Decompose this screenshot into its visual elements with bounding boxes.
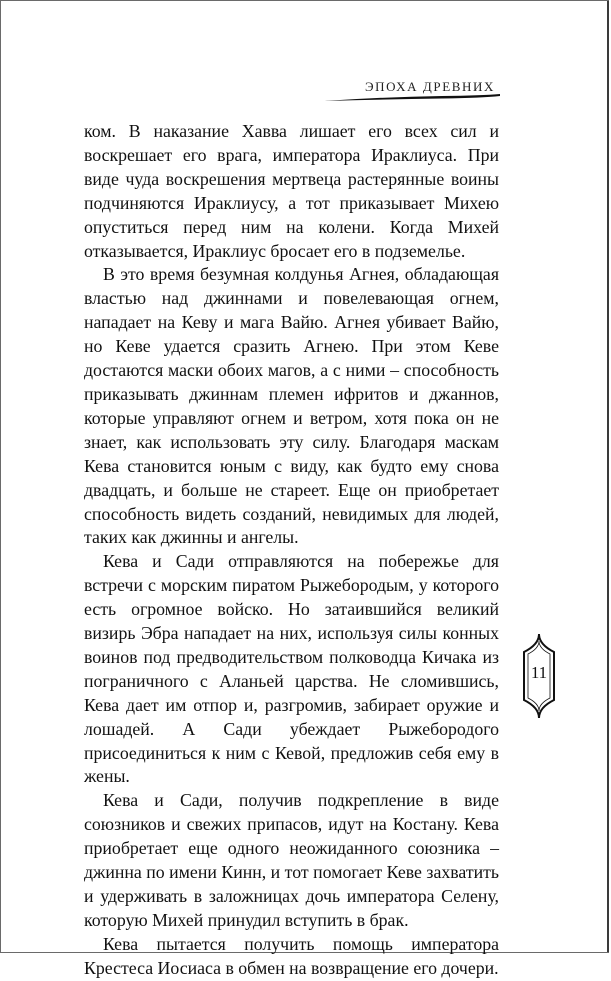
paragraph: Кева и Сади отправляются на побережье для встречи с морским пиратом Рыжебородым, у которого есть огромное войско. Но затаившийся великий визирь Эбра нападает на них, используя силы конных воинов под предводительством полководца Кичака из пограничного с Аланьей царства. Не сломившись, Кева дает им отпор и, разгромив, забирает оружие и лошадей. А Сади убеждает Рыжебородого присоединиться к ним с Кевой, предложив себя ему в жены.	[84, 551, 499, 787]
page-number: 11	[530, 663, 548, 682]
paragraph: ком. В наказание Хавва лишает его всех сил и воскрешает его врага, императора Ираклиуса. При виде чуда воскрешения мертвеца растерянные воины подчиняются Ираклиусу, а тот приказывает Михею опуститься перед ним на колени. Когда Михей отказывается, Ираклиус бросает его в подземелье.	[84, 121, 499, 261]
running-head-title: ЭПОХА ДРЕВНИХ	[364, 79, 495, 94]
paragraph: Кева и Сади, получив подкрепление в виде союзников и свежих припасов, идут на Костану. Кева приобретает еще одного неожиданного союзника – джинна по имени Кинн, и тот помогает Кеве захватить и удерживать в заложницах дочь императора Селену, которую Михей принудил вступить в брак.	[84, 790, 499, 930]
paragraph: В это время безумная колдунья Агнея, обладающая властью над джиннами и повелевающая огнем, нападает на Кеву и мага Вайю. Агнея убивает Вайю, но Кеве удается сразить Агнею. При этом Кеве достаются маски обоих магов, а с ними – способность приказывать джиннам племен ифритов и джаннов, которые управляют огнем и ветром, хотя пока он не знает, как использовать эту силу. Благодаря маскам Кева становится юным с виду, как будто ему снова двадцать, и больше не стареет. Еще он приобретает способность видеть созданий, невидимых для людей, таких как джинны и ангелы.	[84, 264, 499, 548]
paragraph: Кева пытается получить помощь императора Крестеса Иосиаса в обмен на возвращение его дочери.	[84, 933, 499, 978]
body-text	[84, 120, 499, 981]
header-ornamental-rule	[322, 93, 502, 103]
